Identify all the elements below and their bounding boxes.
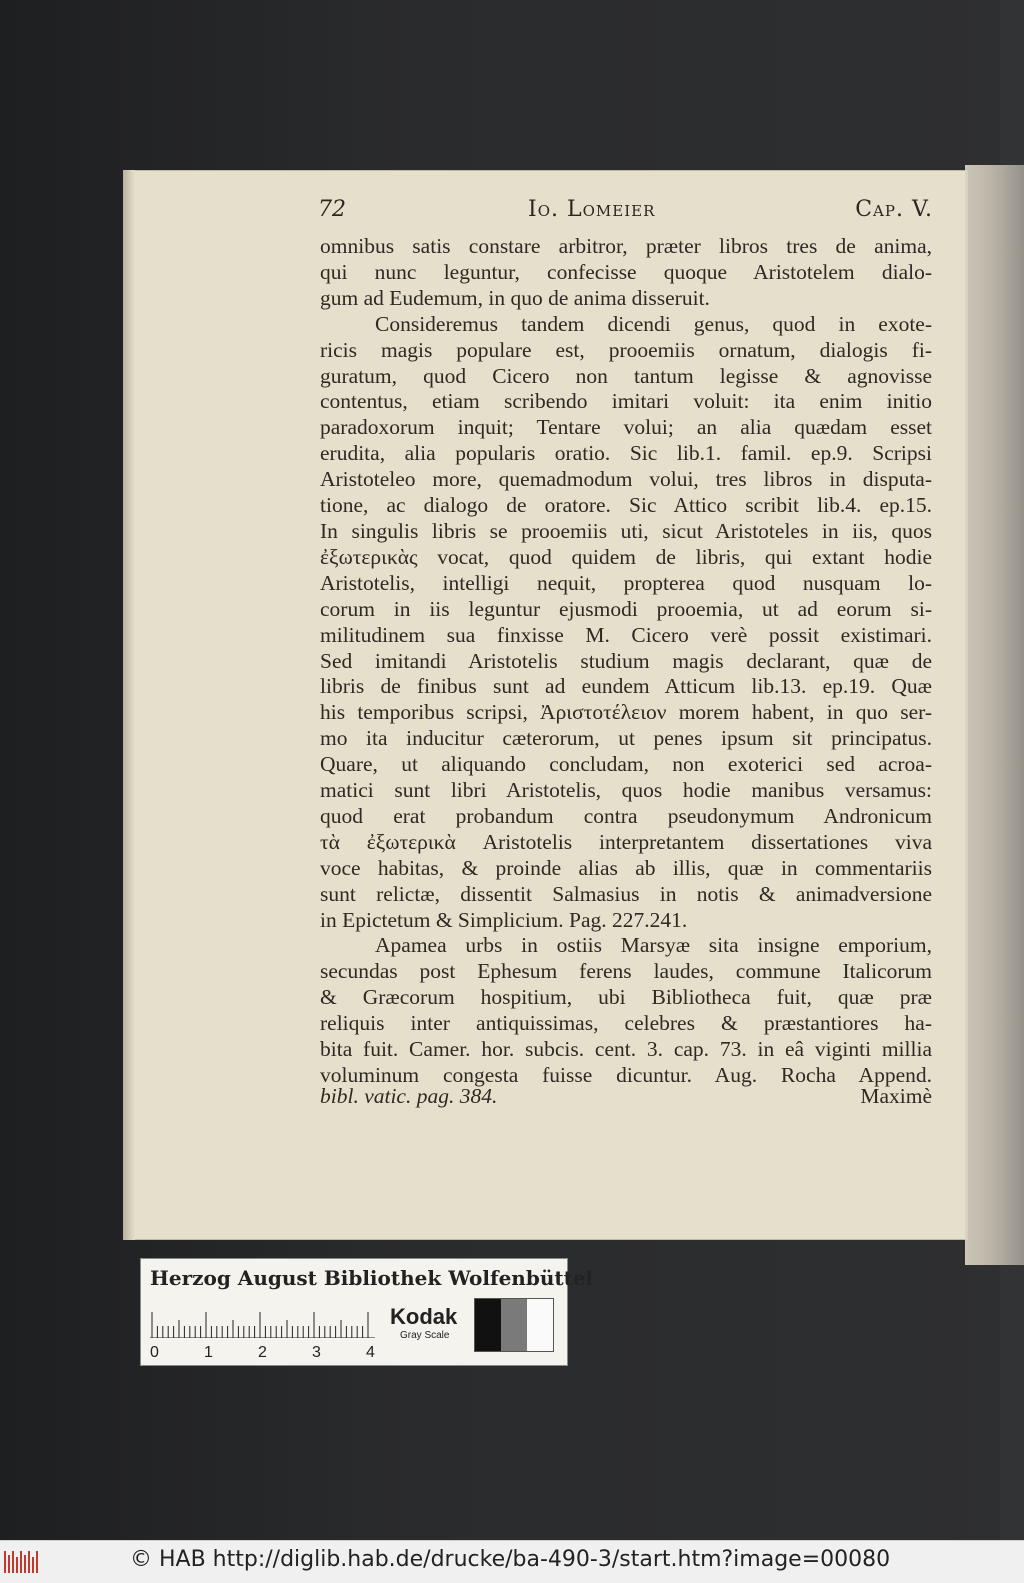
text-line: paradoxorum inquit; Tentare volui; an alia quædam esset (320, 415, 932, 440)
gray-swatches (474, 1298, 554, 1352)
text-line: & Græcorum hospitium, ubi Bibliotheca fuit, quæ præ (320, 985, 932, 1010)
swatch-gray (501, 1299, 527, 1351)
text-line: ricis magis populare est, prooemiis ornatum, dialogis fi- (320, 337, 932, 362)
facing-page-edge (965, 165, 1024, 1265)
swatch-white (527, 1299, 553, 1351)
chapter-label: Cap. V. (855, 197, 933, 222)
catch-line (320, 1084, 932, 1110)
text-line: Consideremus tandem dicendi genus, quod in exote- (375, 311, 932, 336)
ruler-number: 1 (204, 1344, 213, 1361)
kodak-logo: Kodak (390, 1304, 458, 1329)
text-line: erudita, alia popularis oratio. Sic lib.1. famil. ep.9. Scripsi (320, 441, 932, 466)
text-line: gum ad Eudemum, in quo de anima disseruit. (320, 285, 710, 310)
ruler-number: 0 (150, 1344, 159, 1361)
catchword: Maximè (860, 1084, 932, 1108)
library-name: Herzog August Bibliothek Wolfenbüttel (150, 1266, 594, 1290)
text-line: secundas post Ephesum ferens laudes, commune Italicorum (320, 959, 932, 984)
grayscale-label: Gray Scale (400, 1330, 450, 1341)
text-line: libris de finibus sunt ad eundem Atticum lib.13. ep.19. Quæ (320, 674, 932, 699)
ruler-number: 3 (312, 1344, 321, 1361)
text-line: voce habitas, & proinde alias ab illis, quæ in commentariis (320, 855, 932, 880)
text-line: Quare, ut aliquando concludam, non exoterici sed acroa- (320, 752, 932, 777)
footer-bar (0, 1540, 1024, 1583)
ruler-scale (150, 1308, 375, 1338)
text-line: quod erat probandum contra pseudonymum Andronicum (320, 803, 932, 828)
text-line: ἐξωτερικὰς vocat, quod quidem de libris, qui extant hodie (320, 544, 932, 569)
text-line: reliquis inter antiquissimas, celebres & præstantiores ha- (320, 1011, 932, 1036)
text-line: guratum, quod Cicero non tantum legisse & agnovisse (320, 363, 932, 388)
text-line: In singulis libris se prooemiis uti, sicut Aristoteles in iis, quos (320, 518, 932, 543)
text-line: Apamea urbs in ostiis Marsyæ sita insigne emporium, (375, 933, 932, 958)
text-line: tione, ac dialogo de oratore. Sic Attico scribit lib.4. ep.15. (320, 493, 932, 518)
body-text (320, 234, 932, 1089)
text-line: militudinem sua finxisse M. Cicero verè possit existimari. (320, 622, 932, 647)
swatch-black (475, 1299, 501, 1351)
running-head (318, 195, 933, 229)
text-line: in Epictetum & Simplicium. Pag. 227.241. (320, 907, 688, 932)
text-line: omnibus satis constare arbitror, præter libros tres de anima, (320, 234, 932, 258)
ruler-numbers (148, 1344, 378, 1364)
page-number: 72 (318, 197, 346, 222)
ruler-number: 4 (366, 1344, 375, 1361)
text-line: matici sunt libri Aristotelis, quos hodie manibus versamus: (320, 778, 932, 803)
text-line: Sed imitandi Aristotelis studium magis declarant, quæ de (320, 648, 932, 673)
library-label-card (140, 1258, 594, 1366)
text-line: his temporibus scripsi, Ἀριστοτέλειον morem habent, in quo ser- (320, 700, 932, 725)
text-line: sunt relictæ, dissentit Salmasius in notis & animadversione (320, 881, 932, 906)
citation-end: bibl. vatic. pag. 384. (320, 1084, 498, 1108)
copyright-url[interactable]: © HAB http://diglib.hab.de/drucke/ba-490-3/start.htm?image=00080 (130, 1547, 891, 1572)
text-line: bita fuit. Camer. hor. subcis. cent. 3. cap. 73. in eâ viginti millia (320, 1037, 932, 1062)
hab-logo-icon (4, 1549, 42, 1575)
text-line: contentus, etiam scribendo imitari voluit: ita enim initio (320, 389, 932, 414)
text-line: corum in iis leguntur ejusmodi prooemia, ut ad eorum si- (320, 596, 932, 621)
text-line: Aristoteleo more, quemadmodum volui, tres libros in disputa- (320, 467, 932, 492)
text-line: qui nunc leguntur, confecisse quoque Aristotelem dialo- (320, 259, 932, 284)
text-line: voluminum congesta fuisse dicuntur. Aug. Rocha Append. (320, 1063, 932, 1087)
text-line: mo ita inducitur cæterorum, ut penes ipsum sit principatus. (320, 726, 932, 751)
running-title: Io. Lomeier (528, 197, 656, 222)
text-line: Aristotelis, intelligi nequit, propterea quod nusquam lo- (320, 570, 932, 595)
page-gutter-shadow (123, 170, 135, 1240)
ruler-number: 2 (258, 1344, 267, 1361)
text-line: τὰ ἐξωτερικὰ Aristotelis interpretantem dissertationes viva (320, 829, 932, 854)
